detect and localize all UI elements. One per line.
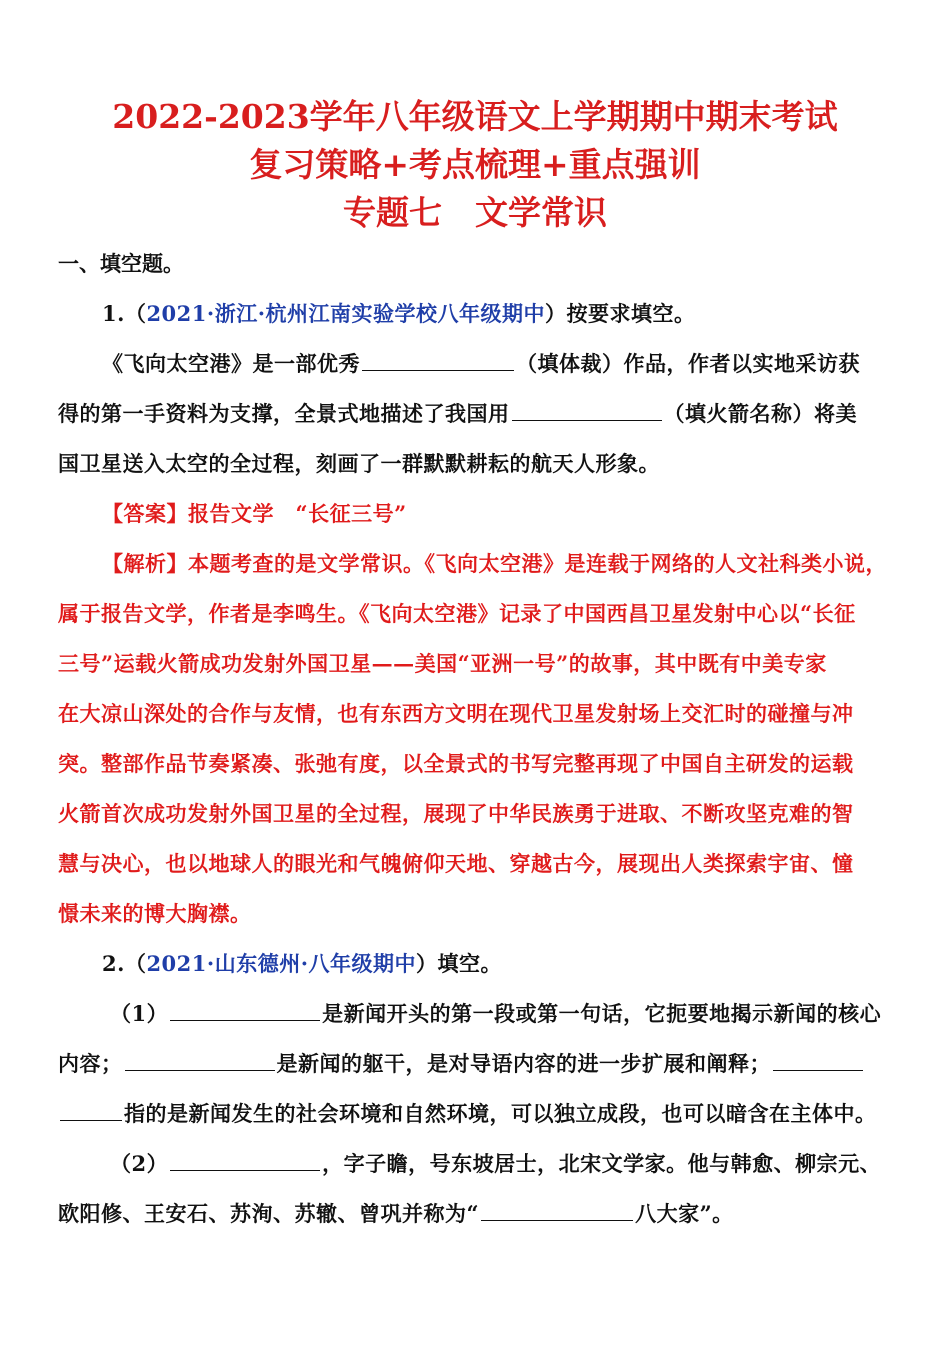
q2-number: 2.（ (102, 951, 147, 976)
answer-blank[interactable] (125, 1048, 275, 1071)
q1-number: 1.（ (102, 301, 147, 326)
q2-part2-line-1 (110, 1148, 881, 1180)
answer-blank[interactable] (170, 998, 320, 1021)
q2-text: （1） (110, 1001, 169, 1026)
q1-line-3: 国卫星送入太空的全过程，刻画了一群默默耕耘的航天人形象。 (58, 451, 660, 476)
q2-prompt: ）填空。 (416, 951, 503, 976)
q2-text: （2） (110, 1151, 169, 1176)
q1-analysis-line: 属于报告文学，作者是李鸣生。《飞向太空港》记录了中国西昌卫星发射中心以“长征 (58, 601, 856, 626)
q1-analysis-line: 【解析】本题考查的是文学常识。《飞向太空港》是连载于网络的人文社科类小说， (102, 551, 887, 576)
q2-source: 2021·山东德州·八年级期中 (146, 951, 417, 976)
q2-header (102, 948, 502, 980)
q1-text: （填体裁）作品，作者以实地采访获 (516, 351, 860, 376)
q1-analysis-line: 突。整部作品节奏紧凑、张弛有度，以全景式的书写完整再现了中国自主研发的运载 (58, 751, 854, 776)
q2-text: ，字子瞻，号东坡居士，北宋文学家。他与韩愈、柳宗元、 (322, 1151, 882, 1176)
q2-text: 欧阳修、王安石、苏洵、苏辙、曾巩并称为“ (58, 1201, 480, 1226)
q1-prompt: ）按要求填空。 (545, 301, 696, 326)
q2-part1-line-2 (58, 1048, 865, 1080)
title-line-1: 2022-2023学年八年级语文上学期期中期末考试 (112, 97, 838, 136)
q1-analysis-line: 三号”运载火箭成功发射外国卫星——美国“亚洲一号”的故事，其中既有中美专家 (58, 651, 827, 676)
q1-header (102, 298, 696, 330)
q1-analysis-line: 火箭首次成功发射外国卫星的全过程，展现了中华民族勇于进取、不断攻坚克难的智 (58, 801, 854, 826)
q1-line-2 (58, 398, 857, 430)
q2-text: 是新闻的躯干，是对导语内容的进一步扩展和阐释； (276, 1051, 771, 1076)
answer-blank[interactable] (60, 1098, 122, 1121)
q1-analysis-line: 在大凉山深处的合作与友情，也有东西方文明在现代卫星发射场上交汇时的碰撞与冲 (58, 701, 854, 726)
q2-part1-line-1 (110, 998, 881, 1030)
q2-text: 八大家”。 (635, 1201, 734, 1226)
q1-text: 得的第一手资料为支撑，全景式地描述了我国用 (58, 401, 510, 426)
answer-blank[interactable] (481, 1198, 633, 1221)
title-line-3: 专题七 文学常识 (343, 193, 607, 232)
answer-blank[interactable] (170, 1148, 320, 1171)
q1-source: 2021·浙江·杭州江南实验学校八年级期中 (146, 301, 546, 326)
q2-text: 是新闻开头的第一段或第一句话，它扼要地揭示新闻的核心 (322, 1001, 882, 1026)
q2-part2-line-2 (58, 1198, 734, 1230)
q2-part1-line-3 (58, 1098, 877, 1130)
q1-analysis-line: 慧与决心，也以地球人的眼光和气魄俯仰天地、穿越古今，展现出人类探索宇宙、憧 (58, 851, 854, 876)
section-heading: 一、填空题。 (58, 251, 184, 276)
q1-line-1 (102, 348, 860, 380)
answer-blank[interactable] (512, 398, 662, 421)
q2-text: 内容； (58, 1051, 123, 1076)
q1-text: （填火箭名称）将美 (663, 401, 857, 426)
title-line-2: 复习策略+考点梳理+重点强训 (249, 145, 701, 184)
q2-text: 指的是新闻发生的社会环境和自然环境，可以独立成段，也可以暗含在主体中。 (124, 1101, 877, 1126)
q1-answer: 【答案】报告文学 “长征三号” (102, 501, 407, 526)
q1-text: 《飞向太空港》是一部优秀 (102, 351, 360, 376)
answer-blank[interactable] (362, 348, 514, 371)
q1-analysis-line: 憬未来的博大胸襟。 (58, 901, 252, 926)
answer-blank[interactable] (773, 1048, 863, 1071)
